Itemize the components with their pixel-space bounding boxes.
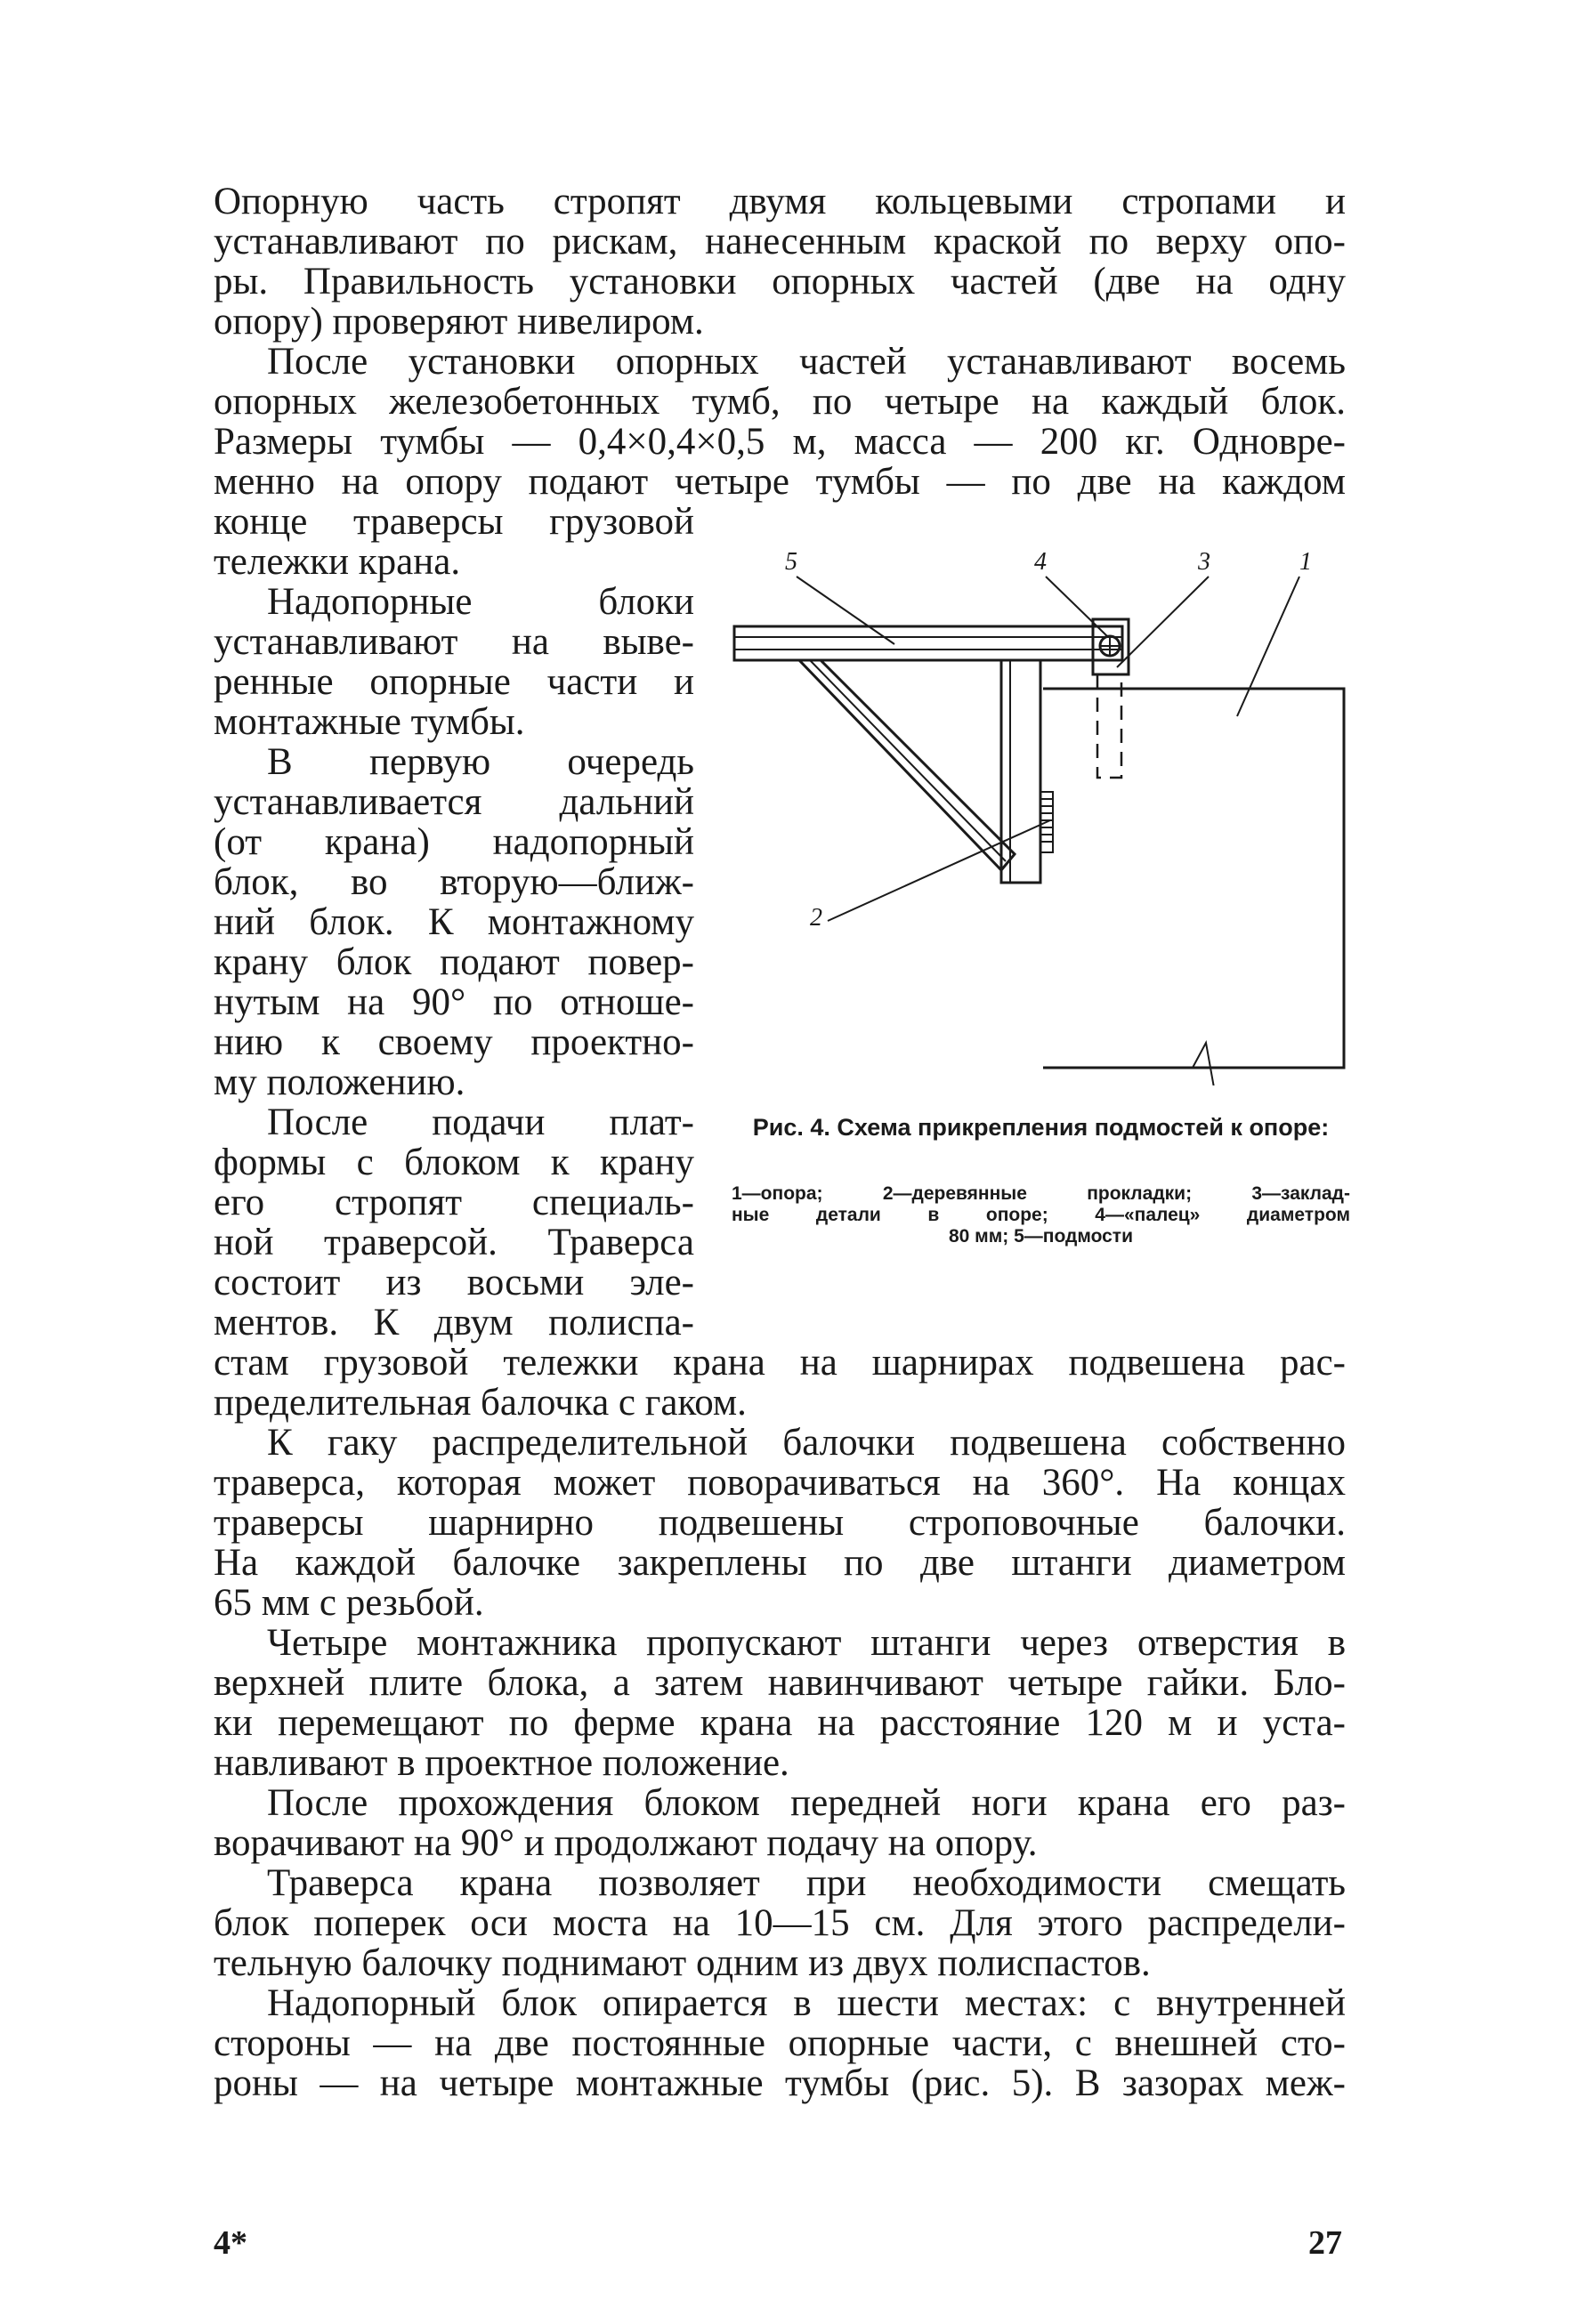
break-line (1193, 1043, 1215, 1085)
text-line: блок, во вторую—ближ- (214, 861, 694, 903)
label-2: 2 (810, 904, 822, 932)
text-line: крану блок подают повер- (214, 941, 694, 983)
text-line: 65 мм с резьбой. (214, 1582, 484, 1624)
text-line: После подачи плат- (267, 1101, 694, 1143)
text-line: опорных железобетонных тумб, по четыре на каждый блок. (214, 381, 1346, 423)
figure-caption-legend-line: ные детали в опоре; 4—«палец» диаметром (732, 1205, 1350, 1225)
leader-lines (797, 577, 1299, 921)
text-line: устанавливают на выве- (214, 621, 694, 663)
text-line: роны — на четыре монтажные тумбы (рис. 5). В зазорах меж- (214, 2062, 1346, 2104)
text-line: На каждой балочке закреплены по две штанги диаметром (214, 1542, 1346, 1584)
text-line: тельную балочку поднимают одним из двух полиспастов. (214, 1942, 1151, 1984)
text-line: его стропят специаль- (214, 1182, 694, 1223)
text-line: Траверса крана позволяет при необходимости смещать (267, 1862, 1346, 1904)
text-line: тележки крана. (214, 541, 461, 583)
text-line: траверсы шарнирно подвешены строповочные балочки. (214, 1502, 1346, 1544)
label-5: 5 (785, 548, 797, 576)
text-line: блок поперек оси моста на 10—15 см. Для этого распредели- (214, 1902, 1346, 1944)
text-line: конце траверсы грузовой (214, 501, 694, 543)
text-line: навливают в проектное положение. (214, 1742, 789, 1784)
diagonal-brace (799, 660, 1015, 870)
text-line: му положению. (214, 1061, 465, 1103)
text-line: После прохождения блоком передней ноги крана его раз- (267, 1782, 1346, 1824)
text-line: ной траверсой. Траверса (214, 1222, 694, 1263)
text-line: устанавливается дальний (214, 781, 694, 823)
text-line: формы с блоком к крану (214, 1142, 694, 1183)
label-1: 1 (1299, 548, 1312, 576)
text-line: пределительная балочка с гаком. (214, 1382, 747, 1424)
text-line: В первую очередь (267, 741, 694, 783)
text-line: После установки опорных частей устанавливают восемь (267, 341, 1346, 383)
text-line: нутым на 90° по отноше- (214, 981, 694, 1023)
text-line: верхней плите блока, а затем навинчивают четыре гайки. Бло- (214, 1662, 1346, 1704)
text-line: Опорную часть стропят двумя кольцевыми стропами и (214, 181, 1346, 222)
text-line: ки перемещают по ферме крана на расстояние 120 м и уста- (214, 1702, 1346, 1744)
diagram-lines (734, 577, 1344, 1085)
text-line: стам грузовой тележки крана на шарнирах подвешена рас- (214, 1342, 1346, 1384)
page-number: 27 (1308, 2224, 1342, 2262)
text-line: Четыре монтажника пропускают штанги через отверстия в (267, 1622, 1346, 1664)
text-line: Надопорный блок опирается в шести местах: с внутренней (267, 1982, 1346, 2024)
text-line: Размеры тумбы — 0,4×0,4×0,5 м, масса — 200 кг. Одновре- (214, 421, 1346, 463)
text-line: состоит из восьми эле- (214, 1262, 694, 1303)
figure-caption-legend-line: 1—опора; 2—деревянные прокладки; 3—заклад- (732, 1183, 1350, 1204)
scaffold-attachment-diagram (721, 534, 1362, 1085)
text-line: Надопорные блоки (267, 581, 694, 623)
signature-mark: 4* (214, 2224, 247, 2262)
text-line: стороны — на две постоянные опорные части, с внешней сто- (214, 2022, 1346, 2064)
figure-caption-legend-line: 80 мм; 5—подмости (948, 1226, 1134, 1247)
text-line: устанавливают по рискам, нанесенным краской по верху опо- (214, 221, 1346, 262)
text-line: ворачивают на 90° и продолжают подачу на опору. (214, 1822, 1038, 1864)
text-line: К гаку распределительной балочки подвешена собственно (267, 1422, 1346, 1464)
text-line: ментов. К двум полиспа- (214, 1302, 694, 1344)
text-line: (от крана) надопорный (214, 821, 694, 863)
figure-caption-title: Рис. 4. Схема прикрепления подмостей к опоре: (752, 1114, 1330, 1141)
text-line: менно на опору подают четыре тумбы — по две на каждом (214, 461, 1346, 503)
text-line: нию к своему проектно- (214, 1021, 694, 1063)
text-line: ры. Правильность установки опорных частей (две на одну (214, 261, 1346, 303)
text-line: траверса, которая может поворачиваться на 360°. На концах (214, 1462, 1346, 1504)
scaffold-beam (734, 626, 1122, 660)
label-4: 4 (1034, 548, 1047, 576)
text-line: ренные опорные части и (214, 661, 694, 703)
text-line: опору) проверяют нивелиром. (214, 301, 704, 343)
label-3: 3 (1198, 548, 1210, 576)
text-line: ний блок. К монтажному (214, 901, 694, 943)
text-line: монтажные тумбы. (214, 701, 525, 743)
scaffold-post (1001, 660, 1040, 883)
pier-outline (1043, 689, 1344, 1068)
